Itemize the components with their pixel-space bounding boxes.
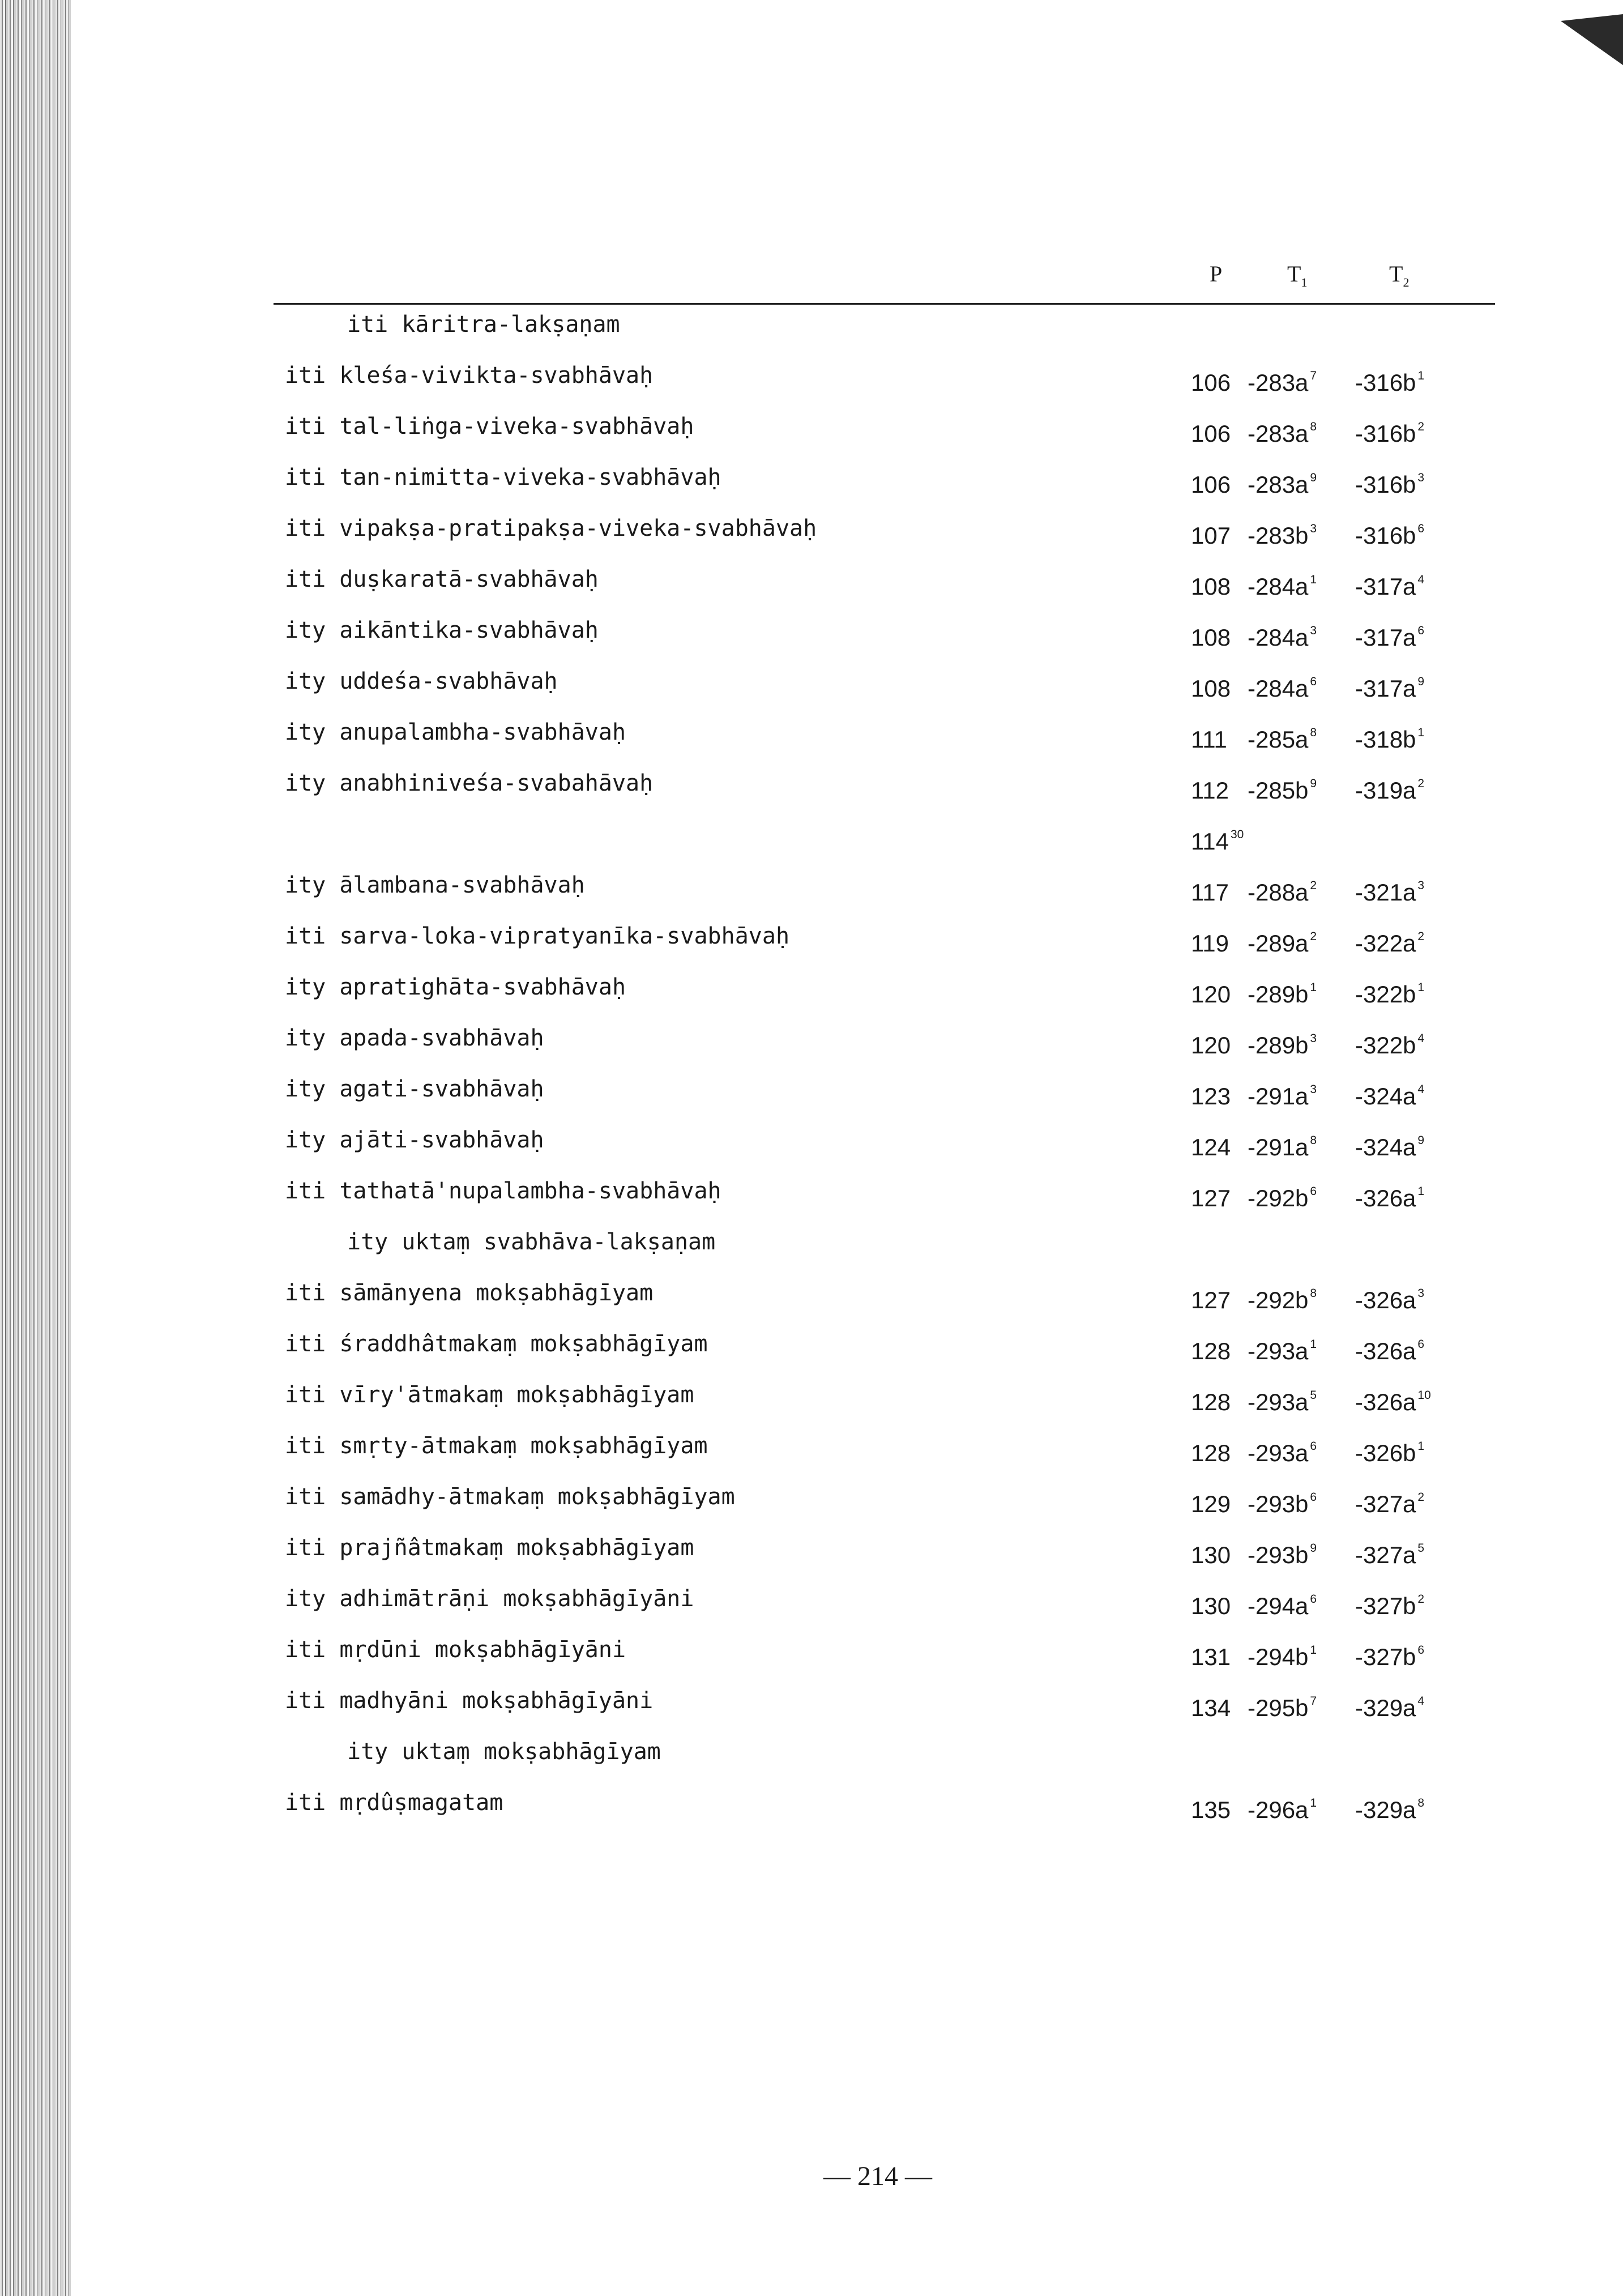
page-ref: 128 [1191, 1338, 1231, 1364]
table-row [274, 1688, 1495, 1722]
t2-ref: -324a $^4$ [1355, 1083, 1425, 1109]
table-row [274, 1586, 1495, 1620]
t2-ref: -316b $^6$ [1355, 522, 1425, 549]
entry-label: ity apratighāta-svabhāvaḥ [285, 974, 626, 1000]
t1-ref: -296a $^1$ [1248, 1796, 1317, 1823]
reference-table [274, 261, 1495, 1846]
page-ref: 120 [1191, 981, 1231, 1008]
t1-ref: -289b $^1$ [1248, 981, 1317, 1008]
t2-ref: -321a $^3$ [1355, 879, 1425, 906]
entry-label: iti kleśa-vivikta-svabhāvaḥ [285, 362, 654, 389]
t2-ref: -322b $^1$ [1355, 981, 1425, 1008]
t2-ref: -326b $^1$ [1355, 1440, 1425, 1466]
page-ref: 108 [1191, 624, 1231, 651]
table-row [274, 1331, 1495, 1365]
page-ref: 117 [1191, 879, 1229, 906]
t1-ref: -289a $^2$ [1248, 930, 1317, 957]
entry-label: iti smṛty-ātmakaṃ mokṣabhāgīyam [285, 1433, 708, 1459]
entry-label: iti mṛdûṣmagatam [285, 1790, 503, 1816]
entry-label: iti mṛdūni mokṣabhāgīyāni [285, 1637, 626, 1663]
table-row [274, 1178, 1495, 1212]
table-row [274, 1535, 1495, 1569]
entry-label: iti tan-nimitta-viveka-svabhāvaḥ [285, 464, 721, 490]
table-row [274, 872, 1495, 906]
page-ref: 128 [1191, 1389, 1231, 1415]
t1-ref: -285a $^8$ [1248, 726, 1317, 753]
t1-ref: -294a $^6$ [1248, 1593, 1317, 1619]
page-ref: 128 [1191, 1440, 1231, 1466]
table-row [274, 464, 1495, 498]
t1-ref: -291a $^3$ [1248, 1083, 1317, 1109]
t2-ref: -316b $^2$ [1355, 420, 1425, 447]
t1-ref: -284a $^3$ [1248, 624, 1317, 651]
entry-label: iti samādhy-ātmakaṃ mokṣabhāgīyam [285, 1484, 735, 1510]
t1-ref: -293a $^5$ [1248, 1389, 1317, 1415]
entry-label: iti tathatā'nupalambha-svabhāvaḥ [285, 1178, 721, 1204]
page-ref: 130 [1191, 1542, 1231, 1568]
table-row [274, 617, 1495, 651]
t2-ref: -324a $^9$ [1355, 1134, 1425, 1160]
t2-ref: -316b $^3$ [1355, 471, 1425, 498]
t2-ref: -317a $^4$ [1355, 573, 1425, 600]
t1-ref: -283a $^8$ [1248, 420, 1317, 447]
page-ref: 129 [1191, 1491, 1231, 1517]
table-row [274, 1790, 1495, 1824]
t2-ref: -326a $^3$ [1355, 1287, 1425, 1313]
t1-ref: -293a $^6$ [1248, 1440, 1317, 1466]
table-row [274, 413, 1495, 447]
page-ref: 106 [1191, 420, 1231, 447]
entry-label: iti tal-liṅga-viveka-svabhāvaḥ [285, 413, 694, 439]
page-ref: 130 [1191, 1593, 1231, 1619]
t1-ref: -292b $^6$ [1248, 1185, 1317, 1211]
page-ref: 127 [1191, 1287, 1231, 1313]
entry-label: iti duṣkaratā-svabhāvaḥ [285, 566, 599, 592]
entry-label: ity apada-svabhāvaḥ [285, 1025, 544, 1051]
entry-label: ity uktaṃ mokṣabhāgīyam [347, 1739, 661, 1765]
t2-ref: -329a $^4$ [1355, 1695, 1425, 1721]
header-rule [274, 303, 1495, 305]
table-row [274, 566, 1495, 600]
t2-ref: -329a $^8$ [1355, 1796, 1425, 1823]
page-ref: 123 [1191, 1083, 1231, 1109]
t1-ref: -291a $^8$ [1248, 1134, 1317, 1160]
table-row [274, 821, 1495, 855]
page-ref: 107 [1191, 522, 1231, 549]
t2-ref: -326a $^{10}$ [1355, 1389, 1431, 1415]
table-row [274, 1229, 1495, 1263]
page-ref: 124 [1191, 1134, 1231, 1160]
t1-ref: -293b $^6$ [1248, 1491, 1317, 1517]
table-row [274, 974, 1495, 1008]
page-ref: 127 [1191, 1185, 1231, 1211]
entry-label: iti vīry'ātmakaṃ mokṣabhāgīyam [285, 1382, 694, 1408]
t2-ref: -327a $^2$ [1355, 1491, 1425, 1517]
table-row [274, 311, 1495, 345]
entry-label: iti sāmānyena mokṣabhāgīyam [285, 1280, 654, 1306]
table-row [274, 362, 1495, 396]
entry-label: iti prajñâtmakaṃ mokṣabhāgīyam [285, 1535, 694, 1561]
t2-ref: -317a $^9$ [1355, 675, 1425, 702]
entry-label: ity uddeśa-svabhāvaḥ [285, 668, 558, 694]
table-row [274, 1433, 1495, 1467]
t2-ref: -327b $^6$ [1355, 1644, 1425, 1670]
t1-ref: -284a $^1$ [1248, 573, 1317, 600]
page-ref: 119 [1191, 930, 1229, 957]
t2-ref: -327a $^5$ [1355, 1542, 1425, 1568]
page-ref: 114 $^{30}$ [1191, 828, 1244, 855]
t2-ref: -322a $^2$ [1355, 930, 1425, 957]
table-row [274, 770, 1495, 804]
entry-label: ity uktaṃ svabhāva-lakṣaṇam [347, 1229, 716, 1255]
entry-label: iti vipakṣa-pratipakṣa-viveka-svabhāvaḥ [285, 515, 817, 541]
table-row [274, 719, 1495, 753]
t1-ref: -283a $^9$ [1248, 471, 1317, 498]
t1-ref: -288a $^2$ [1248, 879, 1317, 906]
t1-ref: -293b $^9$ [1248, 1542, 1317, 1568]
table-row [274, 1280, 1495, 1314]
entry-label: iti śraddhâtmakaṃ mokṣabhāgīyam [285, 1331, 708, 1357]
page-ref: 120 [1191, 1032, 1231, 1059]
table-row [274, 923, 1495, 957]
t2-ref: -316b $^1$ [1355, 369, 1425, 396]
t2-ref: -327b $^2$ [1355, 1593, 1425, 1619]
t1-ref: -283a $^7$ [1248, 369, 1317, 396]
column-header-t1: $T_1$ [1287, 261, 1308, 289]
page-ref: 106 [1191, 471, 1231, 498]
page-ref: 131 [1191, 1644, 1231, 1670]
entry-label: ity anupalambha-svabhāvaḥ [285, 719, 626, 745]
t1-ref: -283b $^3$ [1248, 522, 1317, 549]
t2-ref: -322b $^4$ [1355, 1032, 1425, 1059]
entry-label: ity ajāti-svabhāvaḥ [285, 1127, 544, 1153]
page-number: — 214 — [823, 2161, 932, 2191]
page-ref: 111 [1191, 726, 1227, 753]
t1-ref: -284a $^6$ [1248, 675, 1317, 702]
entry-label: iti sarva-loka-vipratyanīka-svabhāvaḥ [285, 923, 790, 949]
column-header-t2: $T_2$ [1389, 261, 1410, 289]
column-header-p: P [1210, 261, 1223, 287]
t2-ref: -326a $^6$ [1355, 1338, 1425, 1364]
table-row [274, 1127, 1495, 1161]
t1-ref: -289b $^3$ [1248, 1032, 1317, 1059]
t1-ref: -293a $^1$ [1248, 1338, 1317, 1364]
scan-corner-mark [1561, 14, 1623, 65]
entry-label: ity anabhiniveśa-svabahāvaḥ [285, 770, 654, 796]
entry-label: ity adhimātrāṇi mokṣabhāgīyāni [285, 1586, 694, 1612]
page-ref: 108 [1191, 675, 1231, 702]
page-ref: 108 [1191, 573, 1231, 600]
page-ref: 112 [1191, 777, 1229, 804]
page-ref: 135 [1191, 1796, 1231, 1823]
t1-ref: -292b $^8$ [1248, 1287, 1317, 1313]
t2-ref: -317a $^6$ [1355, 624, 1425, 651]
table-row [274, 515, 1495, 549]
entry-label: iti kāritra-lakṣaṇam [347, 311, 620, 338]
t2-ref: -319a $^2$ [1355, 777, 1425, 804]
page-ref: 134 [1191, 1695, 1231, 1721]
t1-ref: -295b $^7$ [1248, 1695, 1317, 1721]
entry-label: ity ālambana-svabhāvaḥ [285, 872, 585, 898]
t2-ref: -326a $^1$ [1355, 1185, 1425, 1211]
t2-ref: -318b $^1$ [1355, 726, 1425, 753]
table-row [274, 668, 1495, 702]
table-row [274, 1076, 1495, 1110]
t1-ref: -294b $^1$ [1248, 1644, 1317, 1670]
table-row [274, 1382, 1495, 1416]
entry-label: ity aikāntika-svabhāvaḥ [285, 617, 599, 643]
entry-label: ity agati-svabhāvaḥ [285, 1076, 544, 1102]
page-ref: 106 [1191, 369, 1231, 396]
table-row [274, 1484, 1495, 1518]
table-row [274, 1637, 1495, 1671]
t1-ref: -285b $^9$ [1248, 777, 1317, 804]
table-row [274, 1025, 1495, 1059]
table-row [274, 1739, 1495, 1773]
entry-label: iti madhyāni mokṣabhāgīyāni [285, 1688, 654, 1714]
scan-binding-edge [0, 0, 71, 2296]
